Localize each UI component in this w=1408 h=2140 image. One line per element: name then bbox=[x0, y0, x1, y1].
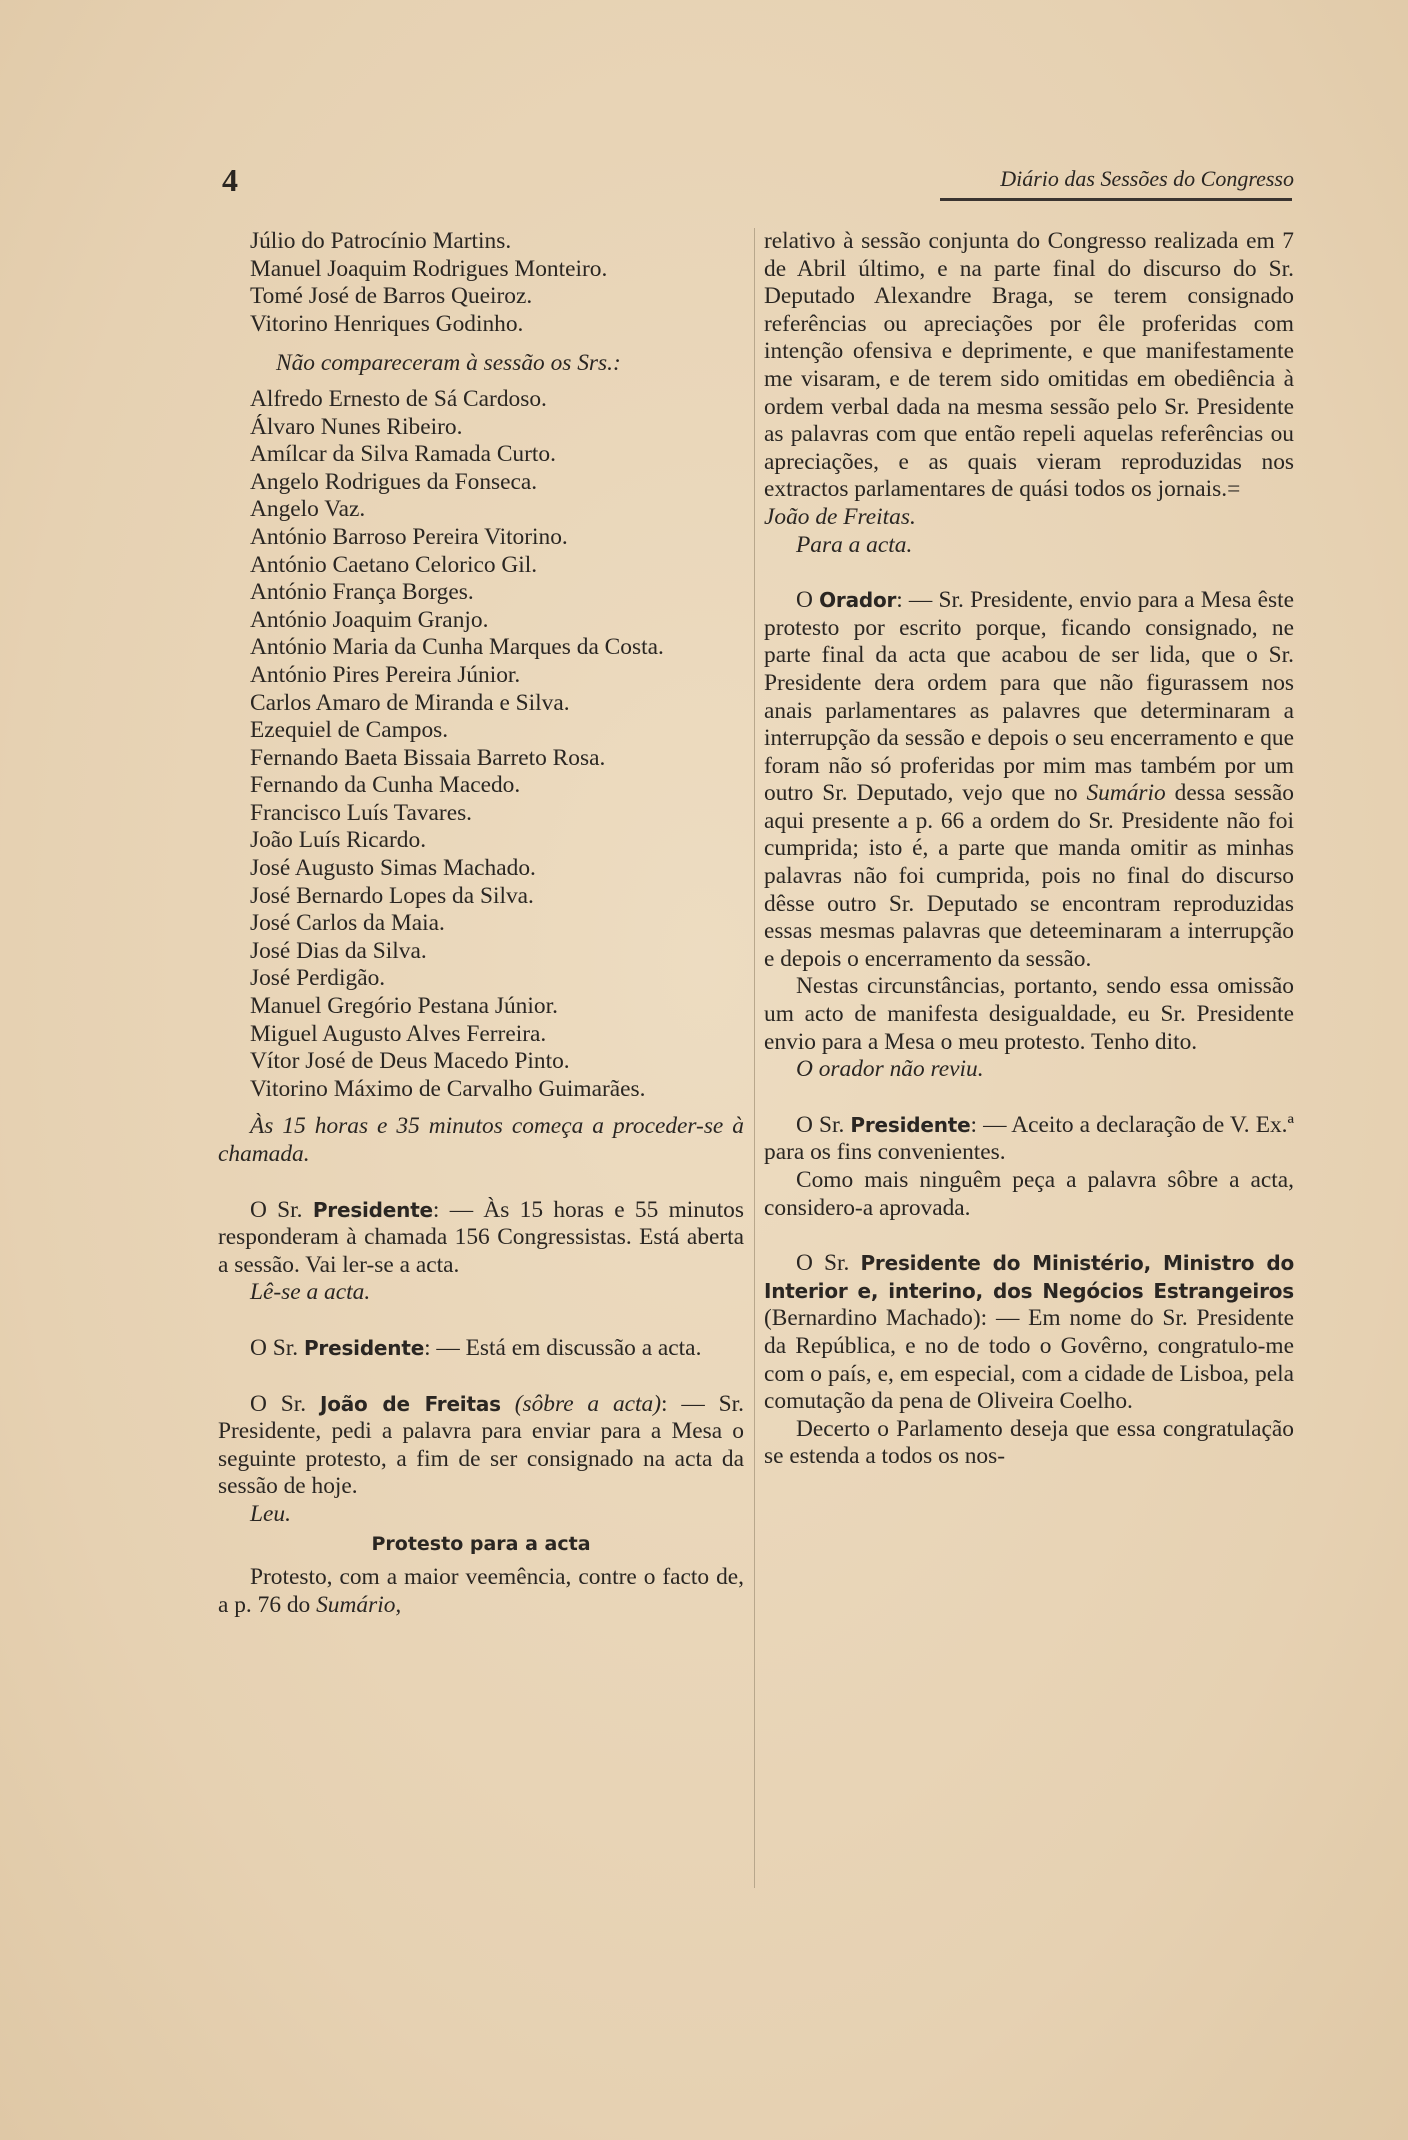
absent-name: Fernando Baeta Bissaia Barreto Rosa. bbox=[250, 744, 606, 771]
absent-name: Francisco Luís Tavares. bbox=[250, 799, 473, 826]
absent-name: Miguel Augusto Alves Ferreira. bbox=[250, 1020, 547, 1047]
absent-heading: Não compareceram à sessão os Srs.: bbox=[276, 350, 621, 377]
stage-note: O orador não reviu. bbox=[796, 1056, 984, 1083]
absent-name: Amílcar da Silva Ramada Curto. bbox=[250, 441, 556, 468]
absent-name: Vitorino Máximo de Carvalho Guimarães. bbox=[250, 1075, 646, 1102]
speech-paragraph: Decerto o Parlamento deseja que essa congratulação se estenda a todos os nos- bbox=[764, 1415, 1294, 1470]
speech-paragraph: O Sr. Presidente: — Às 15 horas e 55 minutos responderam à chamada 156 Congressistas. Está aberta a sessão. Vai ler-se a acta. bbox=[218, 1196, 744, 1278]
column-divider bbox=[754, 228, 755, 1888]
absent-name: Alfredo Ernesto de Sá Cardoso. bbox=[250, 385, 547, 412]
present-name: Júlio do Patrocínio Martins. bbox=[250, 228, 512, 254]
right-column bbox=[764, 228, 1294, 1471]
speaker-name: Presidente bbox=[303, 1335, 425, 1360]
absent-name: António Maria da Cunha Marques da Costa. bbox=[250, 634, 664, 661]
speech-paragraph: O Sr. João de Freitas (sôbre a acta): — Sr. Presidente, pedi a palavra para enviar para a Mesa o seguinte protesto, a fim de ser consignado na acta da sessão de hoje. bbox=[218, 1390, 744, 1500]
absent-name: José Bernardo Lopes da Silva. bbox=[250, 882, 534, 909]
absent-name: Fernando da Cunha Macedo. bbox=[250, 772, 521, 799]
speaker-name: Presidente do Ministério, Ministro do Interior e, interino, dos Negócios Estrangeiros bbox=[764, 1251, 1294, 1303]
present-name: Manuel Joaquim Rodrigues Monteiro. bbox=[250, 255, 608, 282]
absent-name: Carlos Amaro de Miranda e Silva. bbox=[250, 689, 570, 716]
header-rule bbox=[940, 198, 1292, 201]
speech-paragraph: Nestas circunstâncias, portanto, sendo essa omissão um acto de manifesta desigualdade, eu Sr. Presidente envio para a Mesa o meu protesto. Tenho dito. bbox=[764, 973, 1294, 1055]
absent-name: António Pires Pereira Júnior. bbox=[250, 661, 521, 688]
absent-name: Manuel Gregório Pestana Júnior. bbox=[250, 993, 558, 1020]
absent-name: José Carlos da Maia. bbox=[250, 910, 445, 937]
absent-name: Álvaro Nunes Ribeiro. bbox=[250, 413, 463, 440]
absent-name: Ezequiel de Campos. bbox=[250, 717, 449, 744]
speaker-name: Orador bbox=[819, 588, 897, 613]
protest-text-continued: relativo à sessão conjunta do Congresso realizada em 7 de Abril último, e na parte final do discurso do Sr. Deputado Alexandre Braga, se terem consignado referências ou apreciações por êle proferidas com intenção ofensiva e deprimente, e que manifestamente me visaram, e de terem sido omitidas em obediência à ordem verbal dada na mesma sessão pelo Sr. Presidente as palavras com que então repeli aquelas referências ou apreciações, e as quais vieram reproduzidas nos extractos parlamentares de quási todos os jornais.= bbox=[764, 228, 1294, 503]
present-name: Vitorino Henriques Godinho. bbox=[250, 310, 524, 337]
present-name: Tomé José de Barros Queiroz. bbox=[250, 283, 533, 310]
absent-name: Vítor José de Deus Macedo Pinto. bbox=[250, 1048, 570, 1075]
stage-note: Leu. bbox=[250, 1500, 291, 1527]
absent-name: António Joaquim Granjo. bbox=[250, 606, 489, 633]
absent-name: José Perdigão. bbox=[250, 965, 386, 992]
stage-note: Para a acta. bbox=[796, 531, 913, 558]
protest-text: Protesto, com a maior veemência, contre o facto de, a p. 76 do Sumário, bbox=[218, 1564, 744, 1618]
roll-call-note: Às 15 horas e 35 minutos começa a proceder-se à chamada. bbox=[218, 1113, 744, 1167]
absent-name: António Barroso Pereira Vitorino. bbox=[250, 523, 568, 550]
left-column bbox=[218, 228, 744, 1619]
speaker-name: João de Freitas bbox=[319, 1391, 501, 1416]
absent-name: João Luís Ricardo. bbox=[250, 827, 427, 854]
speech-paragraph: O Sr. Presidente do Ministério, Ministro do Interior e, interino, dos Negócios Estrangeiros (Bernardino Machado): — Em nome do Sr. Presidente da República, e no de todo o Govêrno, congratulo-me com o país, e, em especial, com a cidade de Lisboa, pela comutação da pena de Oliveira Coelho. bbox=[764, 1250, 1294, 1415]
speech-paragraph: O Orador: — Sr. Presidente, envio para a Mesa êste protesto por escrito porque, ficando consignado, ne parte final da acta que acabou de ser lida, que o Sr. Presidente dera ordem para que não figurassem nos anais parlamentares as palavres que determinaram a interrupção da sessão e depois o seu encerramento e que foram não só proferidas por mim mas também por um outro Sr. Deputado, vejo que no Sumário dessa sessão aqui presente a p. 66 a ordem do Sr. Presidente não foi cumprida; isto é, a parte que manda omitir as minhas palavras não foi cumprida, pois no final do discurso dêsse outro Sr. Deputado se encontram reproduzidas essas mesmas palavras que deteeminaram a interrupção e depois o encerramento da sessão. bbox=[764, 587, 1294, 972]
speech-paragraph: O Sr. Presidente: — Aceito a declaração de V. Ex.ª para os fins convenientes. bbox=[764, 1111, 1294, 1166]
absent-name: António França Borges. bbox=[250, 579, 474, 606]
speech-paragraph: Como mais ninguêm peça a palavra sôbre a acta, considero-a aprovada. bbox=[764, 1167, 1294, 1221]
speaker-name: Presidente bbox=[312, 1197, 433, 1222]
stage-note: Lê-se a acta. bbox=[250, 1279, 371, 1306]
absent-name: José Dias da Silva. bbox=[250, 937, 427, 964]
absent-name: António Caetano Celorico Gil. bbox=[250, 551, 538, 578]
absent-name: José Augusto Simas Machado. bbox=[250, 855, 536, 882]
running-title: Diário das Sessões do Congresso bbox=[1000, 166, 1294, 191]
absent-name: Angelo Rodrigues da Fonseca. bbox=[250, 468, 538, 495]
speech-paragraph: O Sr. Presidente: — Está em discussão a acta. bbox=[250, 1334, 702, 1361]
speaker-name: Presidente bbox=[850, 1112, 971, 1137]
protest-heading: Protesto para a acta bbox=[371, 1532, 591, 1555]
absent-name: Angelo Vaz. bbox=[250, 496, 366, 523]
page-number: 4 bbox=[222, 162, 238, 198]
protest-signature: João de Freitas. bbox=[764, 503, 916, 530]
